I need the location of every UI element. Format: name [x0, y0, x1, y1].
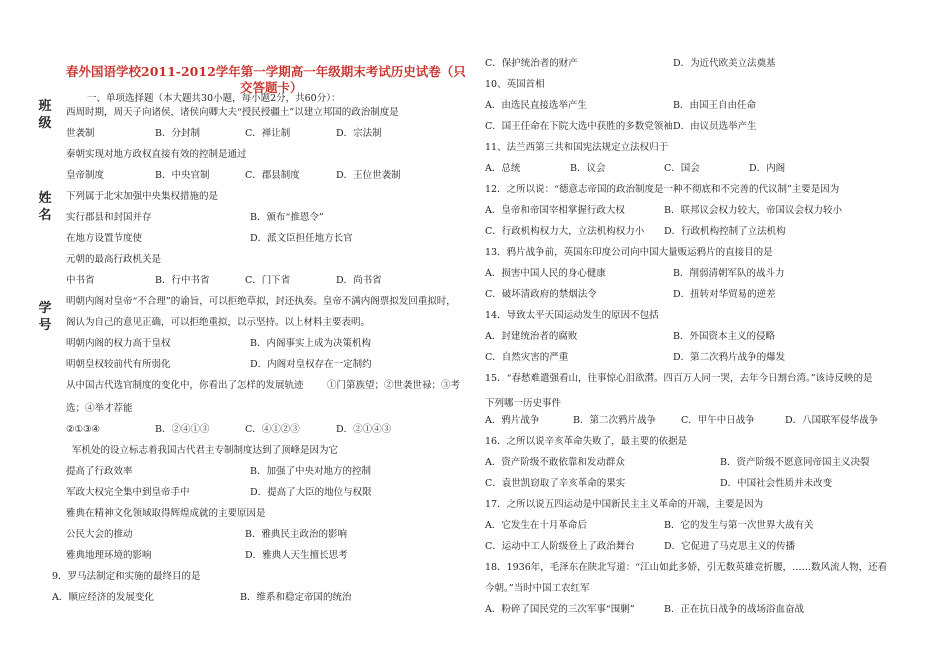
question-stem: 从中国古代选官制度的变化中，你看出了怎样的发展轨迹 [66, 380, 304, 391]
option: D．雅典人天生擅长思考 [245, 550, 348, 561]
question-stem: 雅典在精神文化领域取得辉煌成就的主要原因是 [66, 508, 266, 519]
option: D．尚书省 [336, 275, 382, 286]
option: 提高了行政效率 [66, 466, 133, 477]
option: 世袭制 [66, 128, 95, 139]
option: C．禅让制 [245, 128, 291, 139]
option: B．它的发生与第一次世界大战有关 [664, 520, 814, 531]
name-label: 姓名 [38, 191, 52, 223]
option: C．国会 [664, 163, 700, 174]
option: C．门下省 [245, 275, 291, 286]
option: D．第二次鸦片战争的爆发 [673, 352, 786, 363]
option: 公民大会的推动 [66, 529, 133, 540]
option: A．皇帝和帝国宰相掌握行政大权 [485, 205, 625, 216]
option: B．联邦议会权力较大，帝国议会权力较小 [664, 205, 842, 216]
question-stem: 15．“春愁难遣强看山，往事惊心泪欲潸。四百万人同一哭，去年今日割台湾。”该诗反映的是 [485, 373, 873, 384]
option: C．袁世凯窃取了辛亥革命的果实 [485, 478, 626, 489]
option: A．损害中国人民的身心健康 [485, 268, 606, 279]
option: C．甲午中日战争 [681, 415, 755, 426]
option: B．外国资本主义的侵略 [673, 331, 775, 342]
option: C．行政机构权力大，立法机构权力小 [485, 226, 645, 237]
option: 实行郡县和封国并存 [66, 212, 152, 223]
option: D．派文臣担任地方长官 [250, 233, 353, 244]
option: D．内阁 [749, 163, 786, 174]
option: C．④①②③ [245, 424, 300, 435]
option: B．中央官制 [155, 170, 210, 181]
question-stem: 14．导致太平天国运动发生的原因不包括 [485, 310, 659, 321]
option: D．由议员选举产生 [673, 121, 757, 132]
option: A．它发生在十月革命后 [485, 520, 587, 531]
option: D．八国联军侵华战争 [785, 415, 879, 426]
option: 中书省 [66, 275, 95, 286]
question-stem: 12．之所以说：“德意志帝国的政治制度是一种不彻底和不完善的代议制”主要是因为 [485, 184, 840, 195]
exam-title-line1: 春外国语学校2011-2012学年第一学期高一年级期末考试历史试卷（只 [66, 64, 466, 79]
option: C．自然灾害的严重 [485, 352, 569, 363]
option: A．封建统治者的腐败 [485, 331, 578, 342]
option: B．内阁事实上成为决策机构 [250, 338, 371, 349]
option: 明朝内阁的权力高于皇权 [66, 338, 171, 349]
option: D．为近代欧美立法奠基 [673, 58, 776, 69]
question-stem: 下列属于北宋加强中央集权措施的是 [66, 191, 219, 202]
option: B．加强了中央对地方的控制 [250, 466, 371, 477]
option: B．维系和稳定帝国的统治 [240, 592, 352, 603]
question-stem: ①门第族望；②世袭世禄；③考 [327, 380, 461, 391]
option: B．行中书省 [155, 275, 210, 286]
option: C．国王任命在下院大选中获胜的多数党领袖 [485, 121, 673, 132]
option: A．鸦片战争 [485, 415, 540, 426]
question-stem: 明朝内阁对皇帝“不合理”的谕旨，可以拒绝草拟，封还执奏。皇帝不满内阁票拟发回重拟时， [66, 296, 456, 307]
option: B．资产阶级不愿意同帝国主义决裂 [720, 457, 870, 468]
option: D．它促进了马克思主义的传播 [664, 541, 796, 552]
option: 皇帝制度 [66, 170, 105, 181]
option: 在地方设置节度使 [66, 233, 143, 244]
section-heading: 一、单项选择题（本大题共30小题，每小题2分，共60分）： [87, 93, 341, 104]
option: A．资产阶级不敢依靠和发动群众 [485, 457, 625, 468]
question-stem: 16．之所以说辛亥革命失败了，最主要的依据是 [485, 436, 688, 447]
option: D．王位世袭制 [336, 170, 401, 181]
question-stem: 元朝的最高行政机关是 [66, 254, 162, 265]
question-stem: 阁认为自己的意见正确，可以拒绝重拟，以示坚持。以上材料主要表明。 [66, 317, 371, 328]
option: A．顺应经济的发展变化 [52, 592, 154, 603]
option: D．中国社会性质并未改变 [720, 478, 833, 489]
exam-title-line2: 交答题卡） [240, 80, 303, 95]
option: 明朝皇权较前代有所弱化 [66, 359, 171, 370]
option: D．扭转对华贸易的逆差 [673, 289, 776, 300]
option: B．颁布“推恩令” [250, 212, 324, 223]
option: A．总统 [485, 163, 521, 174]
question-stem: 10、英国首相 [485, 79, 545, 90]
option: 雅典地理环境的影响 [66, 550, 152, 561]
question-stem: 13．鸦片战争前，英国东印度公司向中国大量贩运鸦片的直接目的是 [485, 247, 773, 258]
option: C．破坏清政府的禁烟法令 [485, 289, 597, 300]
option: D．提高了大臣的地位与权限 [250, 487, 372, 498]
option: B．议会 [570, 163, 606, 174]
option: 军政大权完全集中到皇帝手中 [66, 487, 190, 498]
student-id-label: 学号 [38, 301, 52, 333]
option: B．削弱清朝军队的战斗力 [673, 268, 785, 279]
option: D．内阁对皇权存在一定制约 [250, 359, 372, 370]
option: A．粉碎了国民党的三次军事“围剿” [485, 604, 635, 615]
question-stem: 11、法兰西第三共和国宪法规定立法权归于 [485, 142, 669, 153]
class-label: 班级 [38, 99, 52, 131]
option: D．②①④③ [336, 424, 392, 435]
option: C．保护统治者的财产 [485, 58, 578, 69]
option: ②①③④ [66, 424, 101, 435]
option: D．行政机构控制了立法机构 [664, 226, 786, 237]
option: B．由国王自由任命 [673, 100, 756, 111]
option: B．第二次鸦片战争 [573, 415, 656, 426]
question-stem: 18．1936年，毛泽东在陕北写道：“江山如此多娇，引无数英雄竞折腰，……数风流人物，还看 [485, 562, 888, 573]
option: A．由选民直接选举产生 [485, 100, 587, 111]
question-stem: 今朝。”当时中国工农红军 [485, 583, 590, 594]
question-stem: 军机处的设立标志着我国古代君主专制制度达到了顶峰是因为它 [72, 445, 339, 456]
option: C．运动中工人阶级登上了政治舞台 [485, 541, 635, 552]
option: B．雅典民主政治的影响 [245, 529, 347, 540]
option: B．分封制 [155, 128, 200, 139]
question-stem: 17．之所以说五四运动是中国新民主主义革命的开端，主要是因为 [485, 499, 764, 510]
question-stem: 下列哪一历史事件 [485, 398, 562, 409]
option: B．正在抗日战争的战场浴血奋战 [664, 604, 804, 615]
question-stem: 选；④举才荐能 [66, 403, 133, 414]
option: B．②④①③ [155, 424, 210, 435]
option: D．宗法制 [336, 128, 382, 139]
question-stem: 秦朝实现对地方政权直接有效的控制是通过 [66, 149, 247, 160]
question-stem: 9．罗马法制定和实施的最终目的是 [52, 571, 201, 582]
question-stem: 西周时期，周天子向诸侯，诸侯向卿大夫“授民授疆土”以建立邦国的政治制度是 [66, 107, 399, 118]
option: C．郡县制度 [245, 170, 300, 181]
